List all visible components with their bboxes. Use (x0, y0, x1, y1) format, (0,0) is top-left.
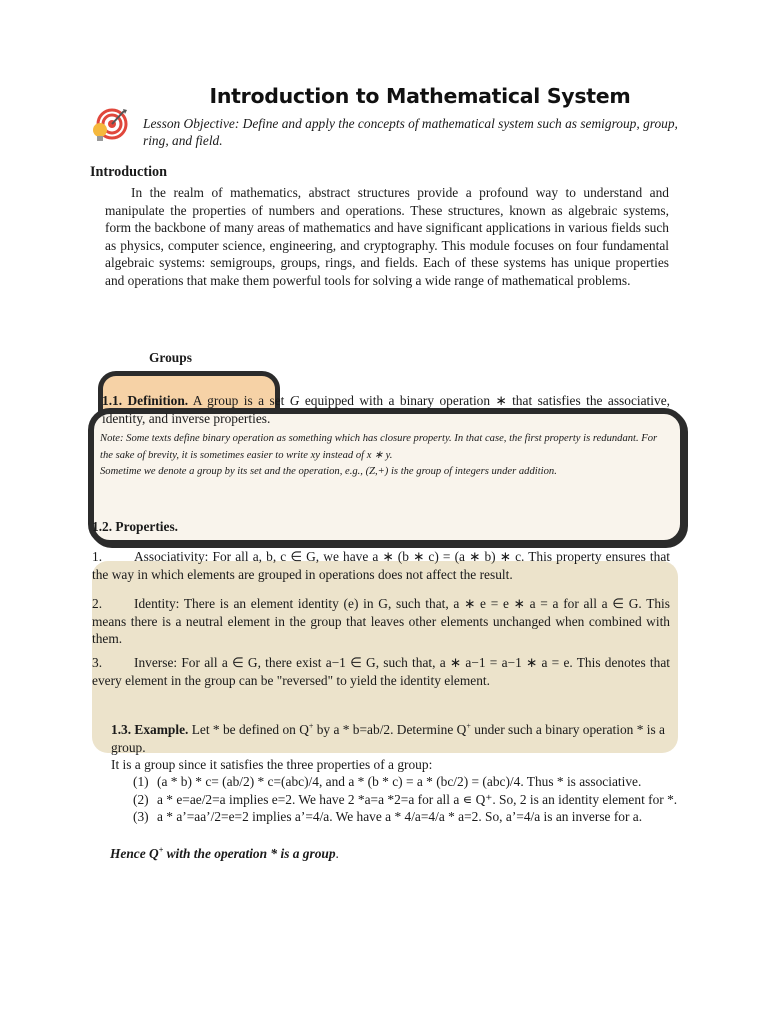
example-statement: 1.3. Example. Let * be defined on Q+ by a * b=ab/2. Determine Q+ under such a binary operation * is a group. (111, 721, 665, 755)
note-line: Note: Some texts define binary operation as something which has closure property. In that case, the first property is redundant. For the sake of brevity, it is sometimes easier to write xy instead of x ∗ y. (100, 433, 658, 461)
note-line: Sometime we denote a group by its set and the operation, e.g., (Z,+) is the group of integers under addition. (100, 466, 557, 477)
property-item: 1. Associativity: For all a, b, c ∈ G, we have a ∗ (b ∗ c) = (a ∗ b) ∗ c. This property ensures that the way in which elements are grouped in operations does not affect the result. (92, 549, 670, 582)
definition-label: 1.1. Definition. (102, 393, 189, 408)
definition-note (100, 431, 660, 481)
definition-var: G (289, 393, 300, 408)
example-block (111, 721, 679, 774)
properties-heading: 1.2. Properties. (92, 519, 179, 534)
example-steps (133, 773, 683, 826)
lesson-objective: Lesson Objective: Define and apply the concepts of mathematical system such as semigroup, group, ring, and field. (143, 116, 678, 148)
intro-heading: Introduction (90, 164, 167, 180)
step-item: (2) a * e=ae/2=a implies e=2. We have 2 *a=a *2=a for all a ∊ Q⁺. So, 2 is an identity element for *. (133, 791, 678, 807)
step-item: (1) (a * b) * c= (ab/2) * c=(abc)/4, and a * (b * c) = a * (bc/2) = (abc)/4. Thus * is associative. (133, 774, 642, 789)
step-item: (3) a * a’=aa’/2=e=2 implies a’=4/a. We have a * 4/a=4/a * a=2. So, a’=4/a is an inverse for a. (133, 809, 643, 825)
example-line2: It is a group since it satisfies the three properties of a group: (111, 757, 433, 773)
groups-heading: Groups (149, 350, 192, 365)
definition-text-a: A group is a set (192, 393, 290, 408)
definition-text-b: equipped with a binary operation ∗ that satisfies the associative, identity, and inverse properties. (102, 393, 670, 426)
property-item: 3. Inverse: For all a ∈ G, there exist a−1 ∈ G, such that, a ∗ a−1 = a−1 ∗ a = e. This denotes that every element in the group can be "reversed" to yield the identity element. (92, 655, 670, 688)
intro-paragraph: In the realm of mathematics, abstract structures provide a profound way to understand and manipulate the properties of numbers and operations. These structures, known as algebraic systems, form the backbone of many areas of mathematics and have significant applications in various fields such as physics, computer science, engineering, and cryptography. This module focuses on four fundamental algebraic systems: semigroups, groups, rings, and fields. Each of these systems has unique properties and operations that make them powerful tools for solving a wide range of mathematical problems. (105, 185, 669, 288)
target-lightbulb-icon (90, 106, 130, 146)
example-label: 1.3. Example. (111, 722, 189, 737)
page-title: Introduction to Mathematical System (209, 84, 631, 108)
property-item: 2. Identity: There is an element identity (e) in G, such that, a ∗ e = e ∗ a = a for all a ∈ G. This means there is a neutral element in the group that leaves other elements unchanged when combined with them. (92, 596, 670, 647)
definition-text (102, 392, 670, 427)
conclusion: Hence Q+ with the operation * is a group. (110, 845, 339, 861)
